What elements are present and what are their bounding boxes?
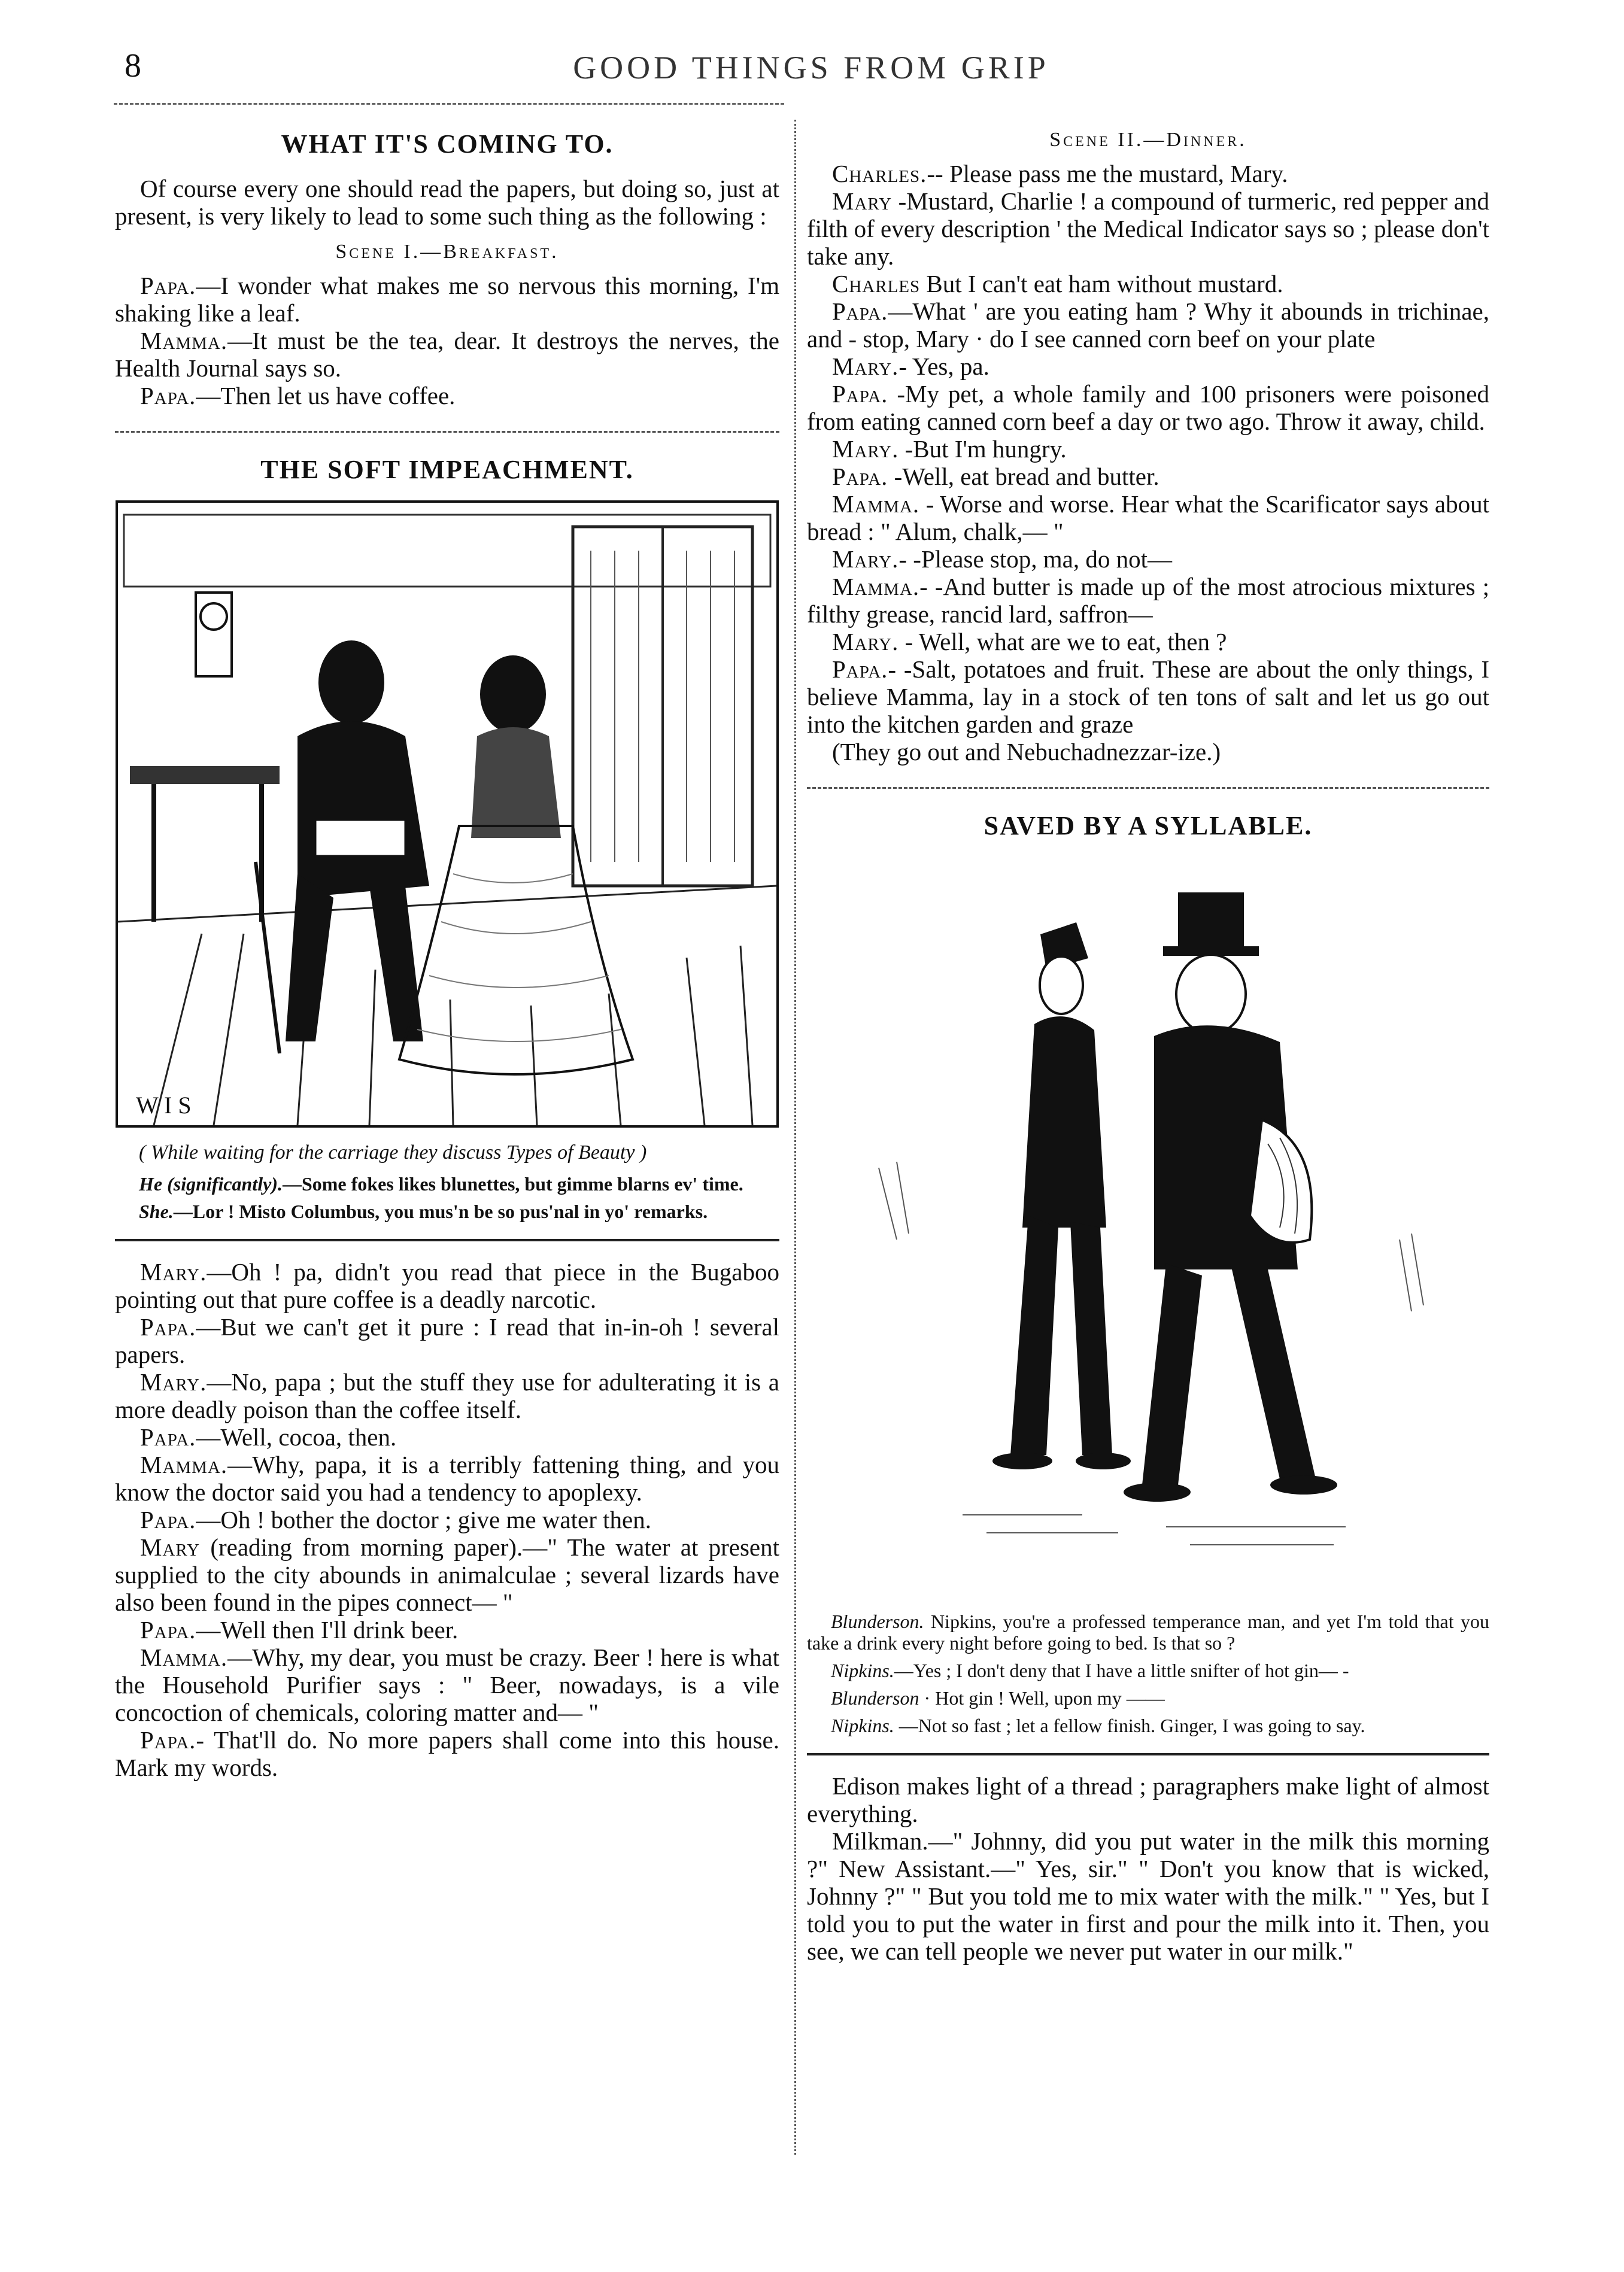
dialogue-line [115,1313,779,1368]
caption-dialogue-line [807,1611,1489,1654]
dialogue-line [807,490,1489,545]
speaker: Blunderson [831,1687,919,1709]
line-text: (They go out and Nebuchadnezzar-ize.) [832,738,1221,766]
illustration-signature: W I S [136,1092,192,1119]
section-separator [115,431,779,433]
caption-she-text: —Lor ! Misto Columbus, you mus'n be so pus'nal in yo' remarks. [173,1201,708,1222]
line-text: Nipkins, you're a professed temperance man, and yet I'm told that you take a drink every night before going to bed. Is that so ? [807,1611,1489,1654]
line-text: —Oh ! bother the doctor ; give me water then. [196,1506,651,1533]
caption-he-text: —Some fokes likes blunettes, but gimme blarns ev' time. [282,1173,743,1195]
speaker: Papa. [832,297,888,325]
header-rule [114,103,784,105]
dialogue-line [807,573,1489,628]
dialogue-line [807,270,1489,297]
left-column [115,129,779,1781]
speaker: Mary. [140,1368,207,1396]
intro-paragraph: Of course every one should read the papers, but doing so, just at present, is very likely to lead to some such thing as the following : [115,175,779,230]
speaker: Papa. [140,382,196,409]
stage-direction [807,738,1489,766]
speaker: Mamma. [832,573,920,600]
article-title-saved-by-a-syllable: SAVED BY A SYLLABLE. [983,811,1313,840]
article-title-what-its-coming-to: WHAT IT'S COMING TO. [281,129,614,159]
scene-heading-breakfast: Scene I.—Breakfast. [335,241,559,263]
speaker: Charles [832,270,921,297]
line-text: -- Please pass me the mustard, Mary. [927,160,1288,187]
dialogue-line [115,1726,779,1781]
speaker: Mamma. [140,327,228,354]
speaker: Mary. [832,545,899,573]
section-separator [115,1239,779,1241]
caption-dialogue-line [807,1660,1489,1681]
line-text: - That'll do. No more papers shall come into this house. Mark my words. [115,1726,779,1781]
column-divider [794,120,796,2155]
speaker: Papa. [140,1616,196,1644]
caption-she-label: She. [139,1201,174,1222]
line-text: —No, papa ; but the stuff they use for adulterating it is a more deadly poison than the coffee itself. [115,1368,779,1423]
line-text: - Worse and worse. Hear what the Scarificator says about bread : " Alum, chalk,— " [807,490,1489,545]
dialogue-line [115,1616,779,1644]
line-text: —Not so fast ; let a fellow finish. Ginger, I was going to say. [894,1715,1365,1736]
speaker: Mamma. [140,1644,228,1671]
line-text: - -Salt, potatoes and fruit. These are about the only things, I believe Mamma, lay in a stock of ten tons of salt and let us go out into the kitchen garden and graze [807,655,1489,738]
speaker: Papa. [140,1726,196,1754]
dialogue-line [807,353,1489,380]
dialogue-line [115,382,779,409]
dialogue-line [807,463,1489,490]
line-text: (reading from morning paper).—" The water at present supplied to the city abounds in animalculae ; several lizards have also been found in the pipes connect— " [115,1533,780,1616]
engraving-illustration [807,856,1489,1593]
line-text: · Hot gin ! Well, upon my —— [919,1687,1165,1709]
article-title-soft-impeachment: THE SOFT IMPEACHMENT. [260,455,634,484]
line-text: —Yes ; I don't deny that I have a little snifter of hot gin— - [894,1660,1349,1681]
illustration-couple-seated [116,500,779,1128]
dialogue-line [807,545,1489,573]
dialogue-line [807,628,1489,655]
caption-she [115,1201,779,1222]
line-text: -Mustard, Charlie ! a compound of turmeric, red pepper and filth of every description ' the Medical Indicator says so ; please don't take any. [807,187,1489,270]
line-text: —Why, my dear, you must be crazy. Beer ! here is what the Household Purifier says : " Beer, nowadays, is a vile concoction of chemicals, coloring matter and— " [115,1644,779,1726]
dialogue-line [115,1423,779,1451]
engraving-illustration [118,503,776,1125]
line-text: —Well then I'll drink beer. [196,1616,459,1644]
line-text: —Why, papa, it is a terribly fattening thing, and you know the doctor said you had a tendency to apoplexy. [115,1451,779,1506]
speaker: Mary. [832,628,899,655]
speaker: Nipkins. [831,1715,894,1736]
line-text: But I can't eat ham without mustard. [920,270,1283,297]
line-text: -Well, eat bread and butter. [888,463,1159,490]
line-text: -My pet, a whole family and 100 prisoners were poisoned from eating canned corn beef a day or two ago. Throw it away, child. [807,380,1489,435]
dialogue-line [807,655,1489,738]
line-text: —What ' are you eating ham ? Why it abounds in trichinae, and - stop, Mary · do I see canned corn beef on your plate [807,297,1489,353]
illustration-two-men [807,856,1489,1593]
line-text: —Then let us have coffee. [196,382,456,409]
caption-dialogue-line [807,1687,1489,1709]
speaker: Mamma. [140,1451,228,1478]
caption-he [115,1173,779,1195]
line-text: —I wonder what makes me so nervous this morning, I'm shaking like a leaf. [115,272,779,327]
line-text: —It must be the tea, dear. It destroys the nerves, the Health Journal says so. [115,327,779,382]
speaker: Nipkins. [831,1660,894,1681]
dialogue-line [115,1451,779,1506]
line-text: - Yes, pa. [898,353,989,380]
page-number: 8 [125,47,141,84]
dialogue-line [115,1258,779,1313]
illustration-caption: ( While waiting for the carriage they discuss Types of Beauty ) [139,1141,647,1164]
caption-he-label: He (significantly). [139,1173,283,1195]
speaker: Charles. [832,160,927,187]
dialogue-line [115,272,779,327]
dialogue-line [115,1506,779,1533]
scene-heading-dinner: Scene II.—Dinner. [1049,129,1247,151]
speaker: Papa. [832,463,888,490]
speaker: Mary. [832,435,899,463]
speaker: Mary [832,187,893,215]
speaker: Papa. [832,380,888,408]
speaker: Papa. [140,1313,196,1341]
speaker: Mary. [832,353,899,380]
speaker: Papa. [140,1423,196,1451]
line-text: —But we can't get it pure : I read that in-in-oh ! several papers. [115,1313,779,1368]
section-separator [807,1753,1489,1755]
line-text: —Oh ! pa, didn't you read that piece in the Bugaboo pointing out that pure coffee is a deadly narcotic. [115,1258,779,1313]
speaker: Papa. [140,1506,196,1533]
speaker: Mamma. [832,490,920,518]
speaker: Blunderson. [831,1611,924,1632]
edison-paragraph: Edison makes light of a thread ; paragraphers make light of almost everything. [807,1772,1489,1827]
line-text: -But I'm hungry. [898,435,1067,463]
dialogue-line [807,187,1489,270]
section-separator [807,787,1489,789]
page-header [114,47,1508,89]
line-text: - -Please stop, ma, do not— [898,545,1172,573]
line-text: —Well, cocoa, then. [196,1423,397,1451]
line-text: - Well, what are we to eat, then ? [898,628,1227,655]
right-column [807,129,1489,1965]
dialogue-line [807,297,1489,353]
speaker: Mary. [140,1258,207,1286]
line-text: - -And butter is made up of the most atrocious mixtures ; filthy grease, rancid lard, saffron— [807,573,1489,628]
dialogue-line [807,435,1489,463]
dialogue-line [807,380,1489,435]
caption-dialogue-line [807,1715,1489,1736]
speaker: Papa. [140,272,196,299]
dialogue-line [115,1368,779,1423]
dialogue-line [115,327,779,382]
speaker: Papa. [832,655,888,683]
dialogue-line [115,1644,779,1726]
dialogue-line [807,160,1489,187]
speaker: Mary [140,1533,201,1561]
milkman-paragraph: Milkman.—" Johnny, did you put water in the milk this morning ?" New Assistant.—" Yes, sir." " Don't you know that is wicked, Johnny ?" " But you told me to mix water with the milk." " Yes, but I told you to put the water in first and pour the milk into it. Then, you see, we can tell people we never put water in our milk." [807,1827,1489,1965]
dialogue-line [115,1533,779,1616]
running-head: GOOD THINGS FROM GRIP [573,50,1049,86]
